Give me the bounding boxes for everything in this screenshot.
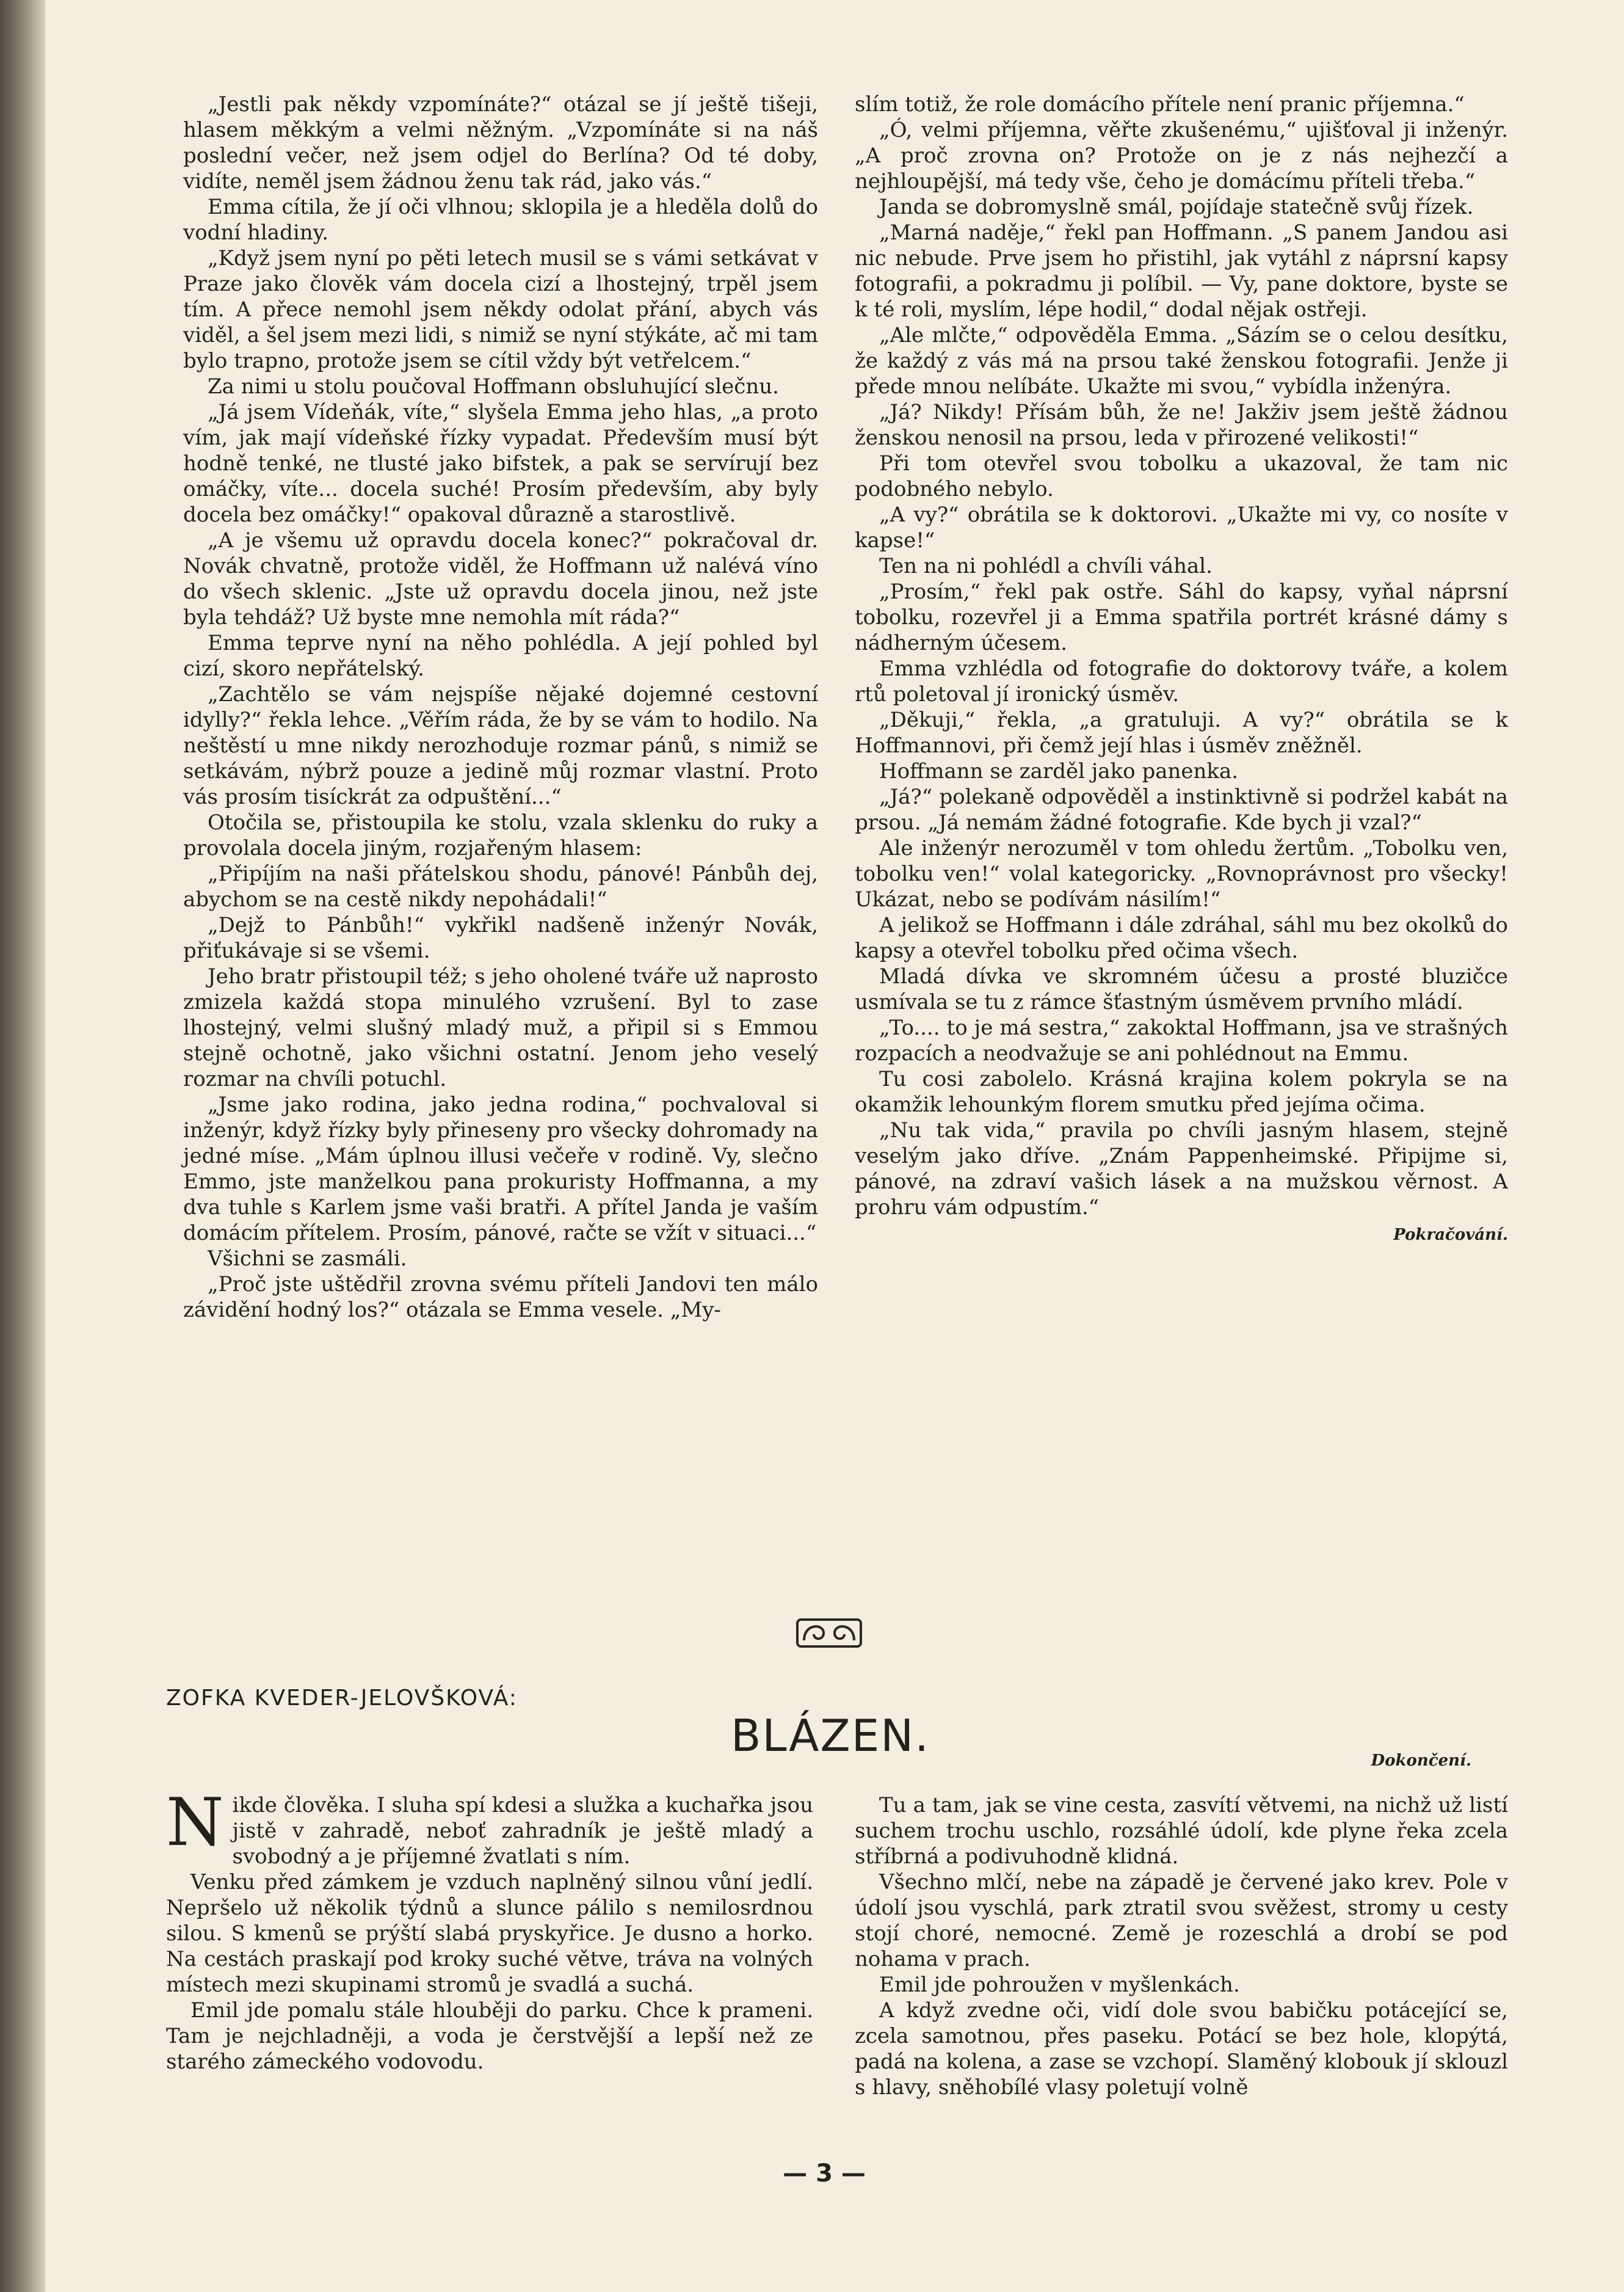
bottom-right-column — [855, 1792, 1508, 2100]
ornament-divider — [796, 1616, 863, 1650]
author-name: ZOFKA KVEDER-JELOVŠKOVÁ: — [166, 1686, 518, 1711]
story-title: BLÁZEN. — [731, 1710, 930, 1761]
paragraph: A když zvedne oči, vidí dole svou babičku potácející se, zcela samotnou, přes paseku. Potácí se bez hole, klopýtá, padá na kolena, a zase se vzchopí. Slaměný klobouk jí sklouzl s hlavy, sněhobílé vlasy poletují volně — [855, 1998, 1508, 2100]
page-binding-shadow — [0, 0, 45, 2292]
paragraph: „Já jsem Vídeňák, víte,“ slyšela Emma jeho hlas, „a proto vím, jak mají vídeňské řízky vypadat. Především musí být hodně tenké, ne tlusté jako bifstek, a pak se servírují bez omáčky, víte... docela suché! Prosím především, aby byly docela bez omáčky!“ opakoval důrazně a starostlivě. — [183, 400, 818, 527]
paragraph: Při tom otevřel svou tobolku a ukazoval, že tam nic podobného nebylo. — [855, 451, 1508, 501]
paragraph: Otočila se, přistoupila ke stolu, vzala sklenku do ruky a provolala docela jiným, rozjařeným hlasem: — [183, 810, 818, 860]
paragraph: „A je všemu už opravdu docela konec?“ pokračoval dr. Novák chvatně, protože viděl, že Hoffmann už nalévá víno do všech sklenic. „Jste už opravdu docela jinou, než jste byla tehdáž? Už byste mne nemohla mít ráda?“ — [183, 528, 818, 630]
drop-cap: N — [166, 1784, 224, 1861]
paragraph: „A vy?“ obrátila se k doktorovi. „Ukažte mi vy, co nosíte v kapse!“ — [855, 503, 1508, 553]
paragraph: Emil jde pohroužen v myšlenkách. — [879, 1973, 1240, 1997]
top-right-column — [855, 92, 1508, 1247]
paragraph: Emil jde pomalu stále hlouběji do parku. Chce k prameni. Tam je nejchladněji, a voda je čerstvější a lepší než ze starého zámeckého vodovodu. — [166, 1998, 813, 2074]
paragraph: Venku před zámkem je vzduch naplněný silnou vůní jedlí. Nepršelo už několik týdnů a slunce pálilo s nemilosrdnou silou. S kmenů se prýští slabá pryskyřice. Je dusno a horko. Na cestách praskají pod kroky suché větve, tráva na volných místech mezi skupinami stromů je svadlá a suchá. — [166, 1870, 813, 1997]
paragraph: „Když jsem nyní po pěti letech musil se s vámi setkávat v Praze jako člověk vám docela cizí a lhostejný, trpěl jsem tím. A přece nemohl jsem někdy odolat přání, abych vás viděl, a šel jsem mezi lidi, s nimiž se nyní stýkáte, ač mi tam bylo trapno, protože jsem se cítil vždy být vetřelcem.“ — [183, 246, 818, 373]
paragraph: Jeho bratr přistoupil též; s jeho oholené tváře už naprosto zmizela každá stopa minulého vzrušení. Byl to zase lhostejný, velmi slušný mladý muž, a připil si s Emmou stejně ochotně, jako všichni ostatní. Jenom jeho veselý rozmar na chvíli potuchl. — [183, 964, 818, 1091]
paragraph: „Dejž to Pánbůh!“ vykřikl nadšeně inženýr Novák, přiťukávaje si se všemi. — [183, 913, 818, 963]
opening-paragraph — [166, 1784, 813, 1869]
paragraph: Všechno mlčí, nebe na západě je červené jako krev. Pole v údolí jsou vyschlá, park ztratil svou svěžest, stromy u cesty stojí choré, nemocné. Země je rozeschlá a drobí se pod nohama v prach. — [855, 1870, 1508, 1971]
paragraph: „Připíjím na naši přátelskou shodu, pánové! Pánbůh dej, abychom se na cestě nikdy nepohádali!“ — [183, 862, 818, 912]
paragraph: „Ale mlčte,“ odpověděla Emma. „Sázím se o celou desítku, že každý z vás má na prsou také ženskou fotografii. Jenže ji přede mnou nelíbáte. Ukažte mi svou,“ vybídla inženýra. — [855, 323, 1508, 399]
paragraph: „Zachtělo se vám nejspíše nějaké dojemné cestovní idylly?“ řekla lehce. „Věřím ráda, že by se vám to hodilo. Na neštěstí u mne nikdy nerozhoduje rozmar pánů, s nimiž se setkávám, nýbrž pouze a jedině můj rozmar vlastní. Proto vás prosím tisíckrát za odpuštění...“ — [183, 682, 818, 809]
bottom-left-column — [166, 1784, 813, 2075]
paragraph: Emma teprve nyní na něho pohlédla. A její pohled byl cizí, skoro nepřátelský. — [183, 631, 818, 681]
paragraph: „Nu tak vida,“ pravila po chvíli jasným hlasem, stejně veselým jako dříve. „Znám Pappenheimské. Připijme si, pánové, na zdraví vašich lásek a na mužskou věrnost. A prohru vám odpustím.“ — [855, 1118, 1508, 1220]
paragraph: „Marná naděje,“ řekl pan Hoffmann. „S panem Jandou asi nic nebude. Prve jsem ho přistihl, jak vytáhl z náprsní kapsy fotografii, a pokradmu ji políbil. — Vy, pane doktore, byste se k té roli, myslím, lépe hodil,“ dodal nějak ostřeji. — [855, 220, 1508, 322]
conclusion-note: Dokončení. — [1371, 1752, 1471, 1770]
paragraph: „Jsme jako rodina, jako jedna rodina,“ pochvaloval si inženýr, když řízky byly přineseny pro všecky dohromady na jedné míse. „Mám úplnou illusi večeře v rodině. Vy, slečno Emmo, jste manželkou pana prokuristy Hoffmanna, a my dva tuhle s Karlem jsme vaši bratři. A přítel Janda je vaším domácím přítelem. Prosím, pánové, račte se vžít v situaci...“ — [183, 1093, 818, 1245]
paragraph: Emma cítila, že jí oči vlhnou; sklopila je a hleděla dolů do vodní hladiny. — [183, 195, 818, 245]
continued-note: Pokračování. — [1393, 1226, 1508, 1244]
paragraph: Emma vzhlédla od fotografie do doktorovy tváře, a kolem rtů poletoval jí ironický úsměv. — [855, 657, 1508, 707]
paragraph-continuation: slím totiž, že role domácího přítele není pranic příjemna.“ — [855, 92, 1465, 117]
paragraph: „To.... to je má sestra,“ zakoktal Hoffmann, jsa ve strašných rozpacích a neodvažuje se ani pohlédnout na Emmu. — [855, 1016, 1508, 1066]
paragraph: Za nimi u stolu poučoval Hoffmann obsluhující slečnu. — [208, 374, 779, 399]
paragraph: Tu cosi zabolelo. Krásná krajina kolem pokryla se na okamžik lehounkým florem smutku před jejíma očima. — [855, 1067, 1508, 1117]
paragraph: „Já? Nikdy! Přísám bůh, že ne! Jakživ jsem ještě žádnou ženskou nenosil na prsou, leda v přirozené velikosti!“ — [855, 400, 1508, 450]
paragraph: „Já?“ polekaně odpověděl a instinktivně si podržel kabát na prsou. „Já nemám žádné fotografie. Kde bych ji vzal?“ — [855, 785, 1508, 835]
paragraph: „Ó, velmi příjemna, věřte zkušenému,“ ujišťoval ji inženýr. „A proč zrovna on? Protože on je z nás nejhezčí a nejhloupější, má tedy vše, čeho je domácímu příteli třeba.“ — [855, 118, 1508, 194]
paragraph: Mladá dívka ve skromném účesu a prosté bluzičce usmívala se tu z rámce šťastným úsměvem prvního mládí. — [855, 964, 1508, 1014]
paragraph: „Proč jste uštědřil zrovna svému příteli Jandovi ten málo závidění hodný los?“ otázala se Emma vesele. „My- — [183, 1272, 818, 1322]
paragraph: A jelikož se Hoffmann i dále zdráhal, sáhl mu bez okolků do kapsy a otevřel tobolku před očima všech. — [855, 913, 1508, 963]
paragraph: Hoffmann se zarděl jako panenka. — [879, 759, 1239, 784]
page-number: — 3 — — [783, 2159, 866, 2188]
top-left-column — [183, 92, 818, 1323]
paragraph: „Prosím,“ řekl pak ostře. Sáhl do kapsy, vyňal náprsní tobolku, rozevřel ji a Emma spatřila portrét krásné dámy s nádherným účesem. — [855, 580, 1508, 655]
paragraph: Tu a tam, jak se vine cesta, zasvítí větvemi, na nichž už listí suchem trochu uschlo, rozsáhlé údolí, kde plyne řeka zcela stříbrná a podivuhodně klidná. — [855, 1793, 1508, 1869]
paragraph: Ale inženýr nerozuměl v tom ohledu žertům. „Tobolku ven, tobolku ven!“ volal kategoricky. „Rovnoprávnost pro všecky! Ukázat, nebo se podívám násilím!“ — [855, 836, 1508, 912]
opening-text: ikde člověka. I sluha spí kdesi a služka a kuchařka jsou jistě v zahradě, neboť zahradník je ještě mladý a svobodný a je příjemné žvatlati s ním. — [232, 1793, 813, 1869]
paragraph: Všichni se zasmáli. — [208, 1246, 407, 1271]
paragraph: Janda se dobromyslně smál, pojídaje statečně svůj řízek. — [879, 195, 1474, 219]
paragraph: „Jestli pak někdy vzpomínáte?“ otázal se jí ještě tišeji, hlasem měkkým a velmi něžným. „Vzpomínáte si na náš poslední večer, než jsem odjel do Berlína? Od té doby, vidíte, neměl jsem žádnou ženu tak rád, jako vás.“ — [183, 92, 818, 194]
paragraph: „Děkuji,“ řekla, „a gratuluji. A vy?“ obrátila se k Hoffmannovi, při čemž její hlas i úsměv zněžněl. — [855, 708, 1508, 758]
paragraph: Ten na ni pohlédl a chvíli váhal. — [879, 554, 1213, 578]
